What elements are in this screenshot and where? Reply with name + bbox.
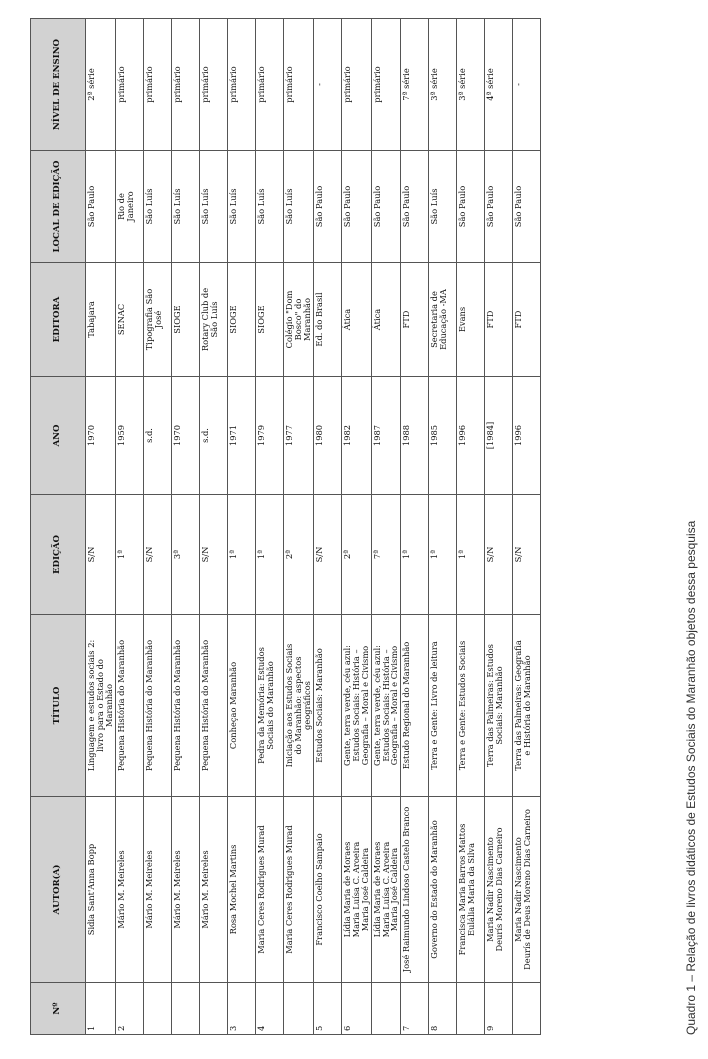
table-row	[199, 19, 227, 1035]
level-cell: primário	[143, 19, 171, 151]
header-cell: TÍTULO	[31, 615, 86, 797]
publisher-cell-line: José	[152, 310, 163, 329]
level-cell: primário	[283, 19, 313, 151]
author-cell	[341, 797, 371, 983]
number-cell	[457, 983, 485, 1035]
place-cell-line: São Luís	[171, 188, 182, 225]
table-caption: Quadro 1 – Relação de livros didáticos de Estudos Sociais do Maranhão objetos dessa pesquisa	[684, 520, 698, 1035]
place-cell	[313, 151, 341, 263]
publisher-cell	[115, 263, 143, 377]
place-cell	[255, 151, 283, 263]
title-cell	[457, 615, 485, 797]
year-cell: s.d.	[199, 377, 227, 495]
publisher-cell	[371, 263, 401, 377]
title-cell-line: Geografia – Moral e Civismo	[389, 645, 400, 766]
table-row	[401, 19, 429, 1035]
author-cell-line: Sidia Sant'Anna Bopp	[86, 843, 96, 936]
place-cell	[485, 151, 513, 263]
title-cell	[199, 615, 227, 797]
table-row	[86, 19, 116, 1035]
table-row	[171, 19, 199, 1035]
place-cell-line: Janeiro	[124, 191, 135, 222]
publisher-cell-line: Tabajara	[86, 301, 96, 338]
edition-cell: S/N	[513, 495, 541, 615]
place-cell	[371, 151, 401, 263]
author-cell-line: Mário M. Meireles	[115, 850, 126, 929]
number-cell	[171, 983, 199, 1035]
year-cell: 1980	[313, 377, 341, 495]
number-cell: 5	[313, 983, 341, 1035]
number-cell: 9	[485, 983, 513, 1035]
author-cell	[513, 797, 541, 983]
place-cell	[171, 151, 199, 263]
edition-cell: S/N	[143, 495, 171, 615]
table-row	[283, 19, 313, 1035]
level-cell: 7ª série	[401, 19, 429, 151]
title-cell-line: Terra das Palmeiras: Geografia	[513, 640, 524, 771]
header-cell: NÍVEL DE ENSINO	[31, 19, 86, 151]
edition-cell: 1ª	[401, 495, 429, 615]
author-cell-line: Francisca Maria Barros Mattos	[457, 823, 468, 956]
author-cell	[401, 797, 429, 983]
title-cell-line: Iniciação aos Estudos Sociais	[283, 643, 294, 768]
number-cell	[199, 983, 227, 1035]
place-cell-line: São Luís	[227, 188, 238, 225]
title-cell	[371, 615, 401, 797]
author-cell-line: Lídia Maria de Moraes	[371, 841, 382, 938]
title-cell-line: Sociais: Maranhão	[494, 666, 505, 745]
publisher-cell-line: SIOGE	[255, 305, 266, 334]
publisher-cell-line: FTD	[485, 310, 496, 329]
title-cell	[171, 615, 199, 797]
year-cell: 1996	[457, 377, 485, 495]
place-cell-line: São Paulo	[401, 185, 412, 228]
publisher-cell	[513, 263, 541, 377]
level-cell: primário	[341, 19, 371, 151]
title-cell	[143, 615, 171, 797]
title-cell-line: Geografia – Moral e Civismo	[359, 645, 370, 766]
number-cell: 4	[255, 983, 283, 1035]
year-cell: 1959	[115, 377, 143, 495]
title-cell-line: Estudos Sociais: História –	[350, 649, 361, 762]
level-cell: -	[513, 19, 541, 151]
author-cell	[143, 797, 171, 983]
author-cell	[283, 797, 313, 983]
title-cell-line: Gente, terra verde, céu azul:	[341, 645, 352, 766]
place-cell-line: Rio de	[115, 193, 126, 220]
author-cell	[485, 797, 513, 983]
title-cell	[485, 615, 513, 797]
publisher-cell	[199, 263, 227, 377]
author-cell-line: Maria Ceres Rodrigues Murad	[283, 825, 294, 954]
title-cell-line: livro para o Estado do	[94, 659, 105, 752]
title-cell	[313, 615, 341, 797]
edition-cell: 2ª	[341, 495, 371, 615]
place-cell-line: São Luís	[283, 188, 294, 225]
author-cell-line: Deurís de Deus Moreno Dias Carneiro	[522, 809, 533, 970]
publisher-cell	[143, 263, 171, 377]
place-cell	[401, 151, 429, 263]
author-cell	[227, 797, 255, 983]
title-cell-line: Estudo Regional do Maranhão	[401, 641, 412, 770]
title-cell-line: Sociais do Maranhão	[264, 661, 275, 750]
publisher-cell-line: FTD	[513, 310, 524, 329]
year-cell: 1970	[86, 377, 116, 495]
publisher-cell	[255, 263, 283, 377]
number-cell: 7	[401, 983, 429, 1035]
publisher-cell-line: Evans	[457, 306, 468, 333]
header-row	[31, 19, 86, 1035]
publisher-cell-line: Secretaria de	[429, 291, 440, 348]
publisher-cell-line: SIOGE	[227, 305, 238, 334]
place-cell-line: São Paulo	[313, 185, 324, 228]
title-cell	[341, 615, 371, 797]
year-cell: 1982	[341, 377, 371, 495]
place-cell-line: São Paulo	[457, 185, 468, 228]
table-row	[485, 19, 513, 1035]
table-row	[227, 19, 255, 1035]
author-cell	[429, 797, 457, 983]
level-cell: 4ª série	[485, 19, 513, 151]
place-cell	[429, 151, 457, 263]
title-cell	[227, 615, 255, 797]
author-cell-line: Rosa Mochel Martins	[227, 844, 238, 935]
author-cell-line: Mário M. Meireles	[143, 850, 154, 929]
edition-cell: 1ª	[457, 495, 485, 615]
place-cell-line: São Paulo	[86, 185, 96, 228]
header-cell: EDITORA	[31, 263, 86, 377]
year-cell: 1971	[227, 377, 255, 495]
place-cell-line: São Paulo	[341, 185, 352, 228]
number-cell	[143, 983, 171, 1035]
place-cell	[513, 151, 541, 263]
table-row	[371, 19, 401, 1035]
level-cell: primário	[255, 19, 283, 151]
number-cell	[513, 983, 541, 1035]
number-cell	[283, 983, 313, 1035]
title-cell-line: Maranhão	[103, 684, 114, 727]
title-cell-line: Terra das Palmeiras: Estudos	[485, 644, 496, 767]
edition-cell: 1ª	[429, 495, 457, 615]
number-cell: 2	[115, 983, 143, 1035]
author-cell	[171, 797, 199, 983]
number-cell: 3	[227, 983, 255, 1035]
year-cell: 1987	[371, 377, 401, 495]
level-cell: primário	[371, 19, 401, 151]
level-cell: -	[313, 19, 341, 151]
year-cell: 1996	[513, 377, 541, 495]
title-cell-line: Conheçao Maranhão	[227, 661, 238, 750]
number-cell	[371, 983, 401, 1035]
title-cell	[283, 615, 313, 797]
publisher-cell-line: Ática	[371, 308, 382, 331]
level-cell: 3ª série	[429, 19, 457, 151]
number-cell: 6	[341, 983, 371, 1035]
header-cell: ANO	[31, 377, 86, 495]
table-row	[341, 19, 371, 1035]
title-cell	[429, 615, 457, 797]
title-cell	[401, 615, 429, 797]
place-cell	[115, 151, 143, 263]
level-cell: 2ª série	[86, 19, 116, 151]
title-cell-line: Terra e Gente: Livro de leitura	[429, 641, 440, 770]
place-cell-line: São Luís	[143, 188, 154, 225]
publisher-cell-line: Bosco" do	[292, 298, 303, 341]
title-cell	[115, 615, 143, 797]
author-cell-line: Governo do Estado do Maranhão	[429, 820, 440, 959]
publisher-cell-line: Ed. do Brasil	[313, 292, 324, 347]
author-cell-line: Maria Nadir Nascimento	[485, 837, 496, 942]
place-cell-line: São Luís	[429, 188, 440, 225]
title-cell-line: e História do Maranhão	[522, 655, 533, 756]
title-cell	[255, 615, 283, 797]
author-cell-line: Francisco Coelho Sampaio	[313, 833, 324, 946]
year-cell: 1988	[401, 377, 429, 495]
table-row	[115, 19, 143, 1035]
author-cell-line: Eulália Maria da Silva	[466, 842, 477, 937]
publisher-cell-line: Maranhão	[301, 298, 312, 341]
place-cell-line: São Paulo	[513, 185, 524, 228]
table-row	[313, 19, 341, 1035]
publisher-cell	[401, 263, 429, 377]
edition-cell: 1ª	[115, 495, 143, 615]
title-cell	[86, 615, 116, 797]
edition-cell: 1ª	[255, 495, 283, 615]
title-cell-line: Pedra da Memória: Estudos	[255, 647, 266, 764]
edition-cell: S/N	[485, 495, 513, 615]
title-cell-line: do Maranhão: aspectos	[292, 656, 303, 755]
author-cell-line: Mário M. Meireles	[171, 850, 182, 929]
place-cell	[227, 151, 255, 263]
year-cell: 1985	[429, 377, 457, 495]
title-cell-line: geográficos	[301, 681, 312, 730]
table-row	[255, 19, 283, 1035]
title-cell-line: Pequena História do Maranhão	[115, 639, 126, 772]
table-row	[143, 19, 171, 1035]
author-cell	[313, 797, 341, 983]
author-cell-line: Maria José Caldeira	[389, 847, 400, 932]
table-row	[429, 19, 457, 1035]
place-cell-line: São Paulo	[371, 185, 382, 228]
place-cell	[143, 151, 171, 263]
edition-cell: S/N	[86, 495, 116, 615]
publisher-cell-line: São Luís	[208, 301, 219, 338]
table-row	[513, 19, 541, 1035]
author-cell-line: Mário M. Meireles	[199, 850, 210, 929]
place-cell	[457, 151, 485, 263]
publisher-cell	[283, 263, 313, 377]
year-cell: [1984]	[485, 377, 513, 495]
publisher-cell	[341, 263, 371, 377]
publisher-cell-line: Tipografia São	[143, 288, 154, 351]
author-cell	[255, 797, 283, 983]
publisher-cell-line: Ática	[341, 308, 352, 331]
publisher-cell-line: SENAC	[115, 303, 126, 336]
number-cell: 8	[429, 983, 457, 1035]
edition-cell: 7ª	[371, 495, 401, 615]
publisher-cell-line: Rotary Club de	[199, 287, 210, 352]
header-cell: EDIÇÃO	[31, 495, 86, 615]
year-cell: 1970	[171, 377, 199, 495]
title-cell-line: Estudos Sociais: História –	[380, 649, 391, 762]
title-cell	[513, 615, 541, 797]
publisher-cell-line: Colégio "Dom	[283, 290, 294, 349]
table-body	[86, 19, 541, 1035]
title-cell-line: Estudos Sociais: Maranhão	[313, 648, 324, 763]
author-cell-line: Maria Luísa C. Aroeira	[380, 841, 391, 938]
publisher-cell-line: FTD	[401, 310, 412, 329]
level-cell: 3ª série	[457, 19, 485, 151]
place-cell-line: São Paulo	[485, 185, 496, 228]
title-cell-line: Pequena História do Maranhão	[171, 639, 182, 772]
place-cell	[199, 151, 227, 263]
year-cell: 1979	[255, 377, 283, 495]
level-cell: primário	[115, 19, 143, 151]
table-row	[457, 19, 485, 1035]
author-cell-line: José Raimundo Lindoso Castelo Branco	[401, 806, 412, 973]
level-cell: primário	[227, 19, 255, 151]
author-cell	[457, 797, 485, 983]
author-cell	[371, 797, 401, 983]
publisher-cell	[227, 263, 255, 377]
edition-cell: 1ª	[227, 495, 255, 615]
title-cell-line: Linguagem e estudos sociais 2:	[86, 639, 96, 772]
year-cell: 1977	[283, 377, 313, 495]
author-cell-line: Maria Ceres Rodrigues Murad	[255, 825, 266, 954]
publisher-cell	[171, 263, 199, 377]
title-cell-line: Gente, terra verde, céu azul:	[371, 645, 382, 766]
level-cell: primário	[171, 19, 199, 151]
header-cell: AUTOR(A)	[31, 797, 86, 983]
edition-cell: S/N	[199, 495, 227, 615]
author-cell	[86, 797, 116, 983]
edition-cell: S/N	[313, 495, 341, 615]
publisher-cell-line: Educação -MA	[438, 289, 449, 350]
place-cell-line: São Luís	[255, 188, 266, 225]
title-cell-line: Pequena História do Maranhão	[199, 639, 210, 772]
book-table	[30, 18, 541, 1035]
year-cell: s.d.	[143, 377, 171, 495]
title-cell-line: Terra e Gente: Estudos Sociais	[457, 640, 468, 771]
header-cell: LOCAL DE EDIÇÃO	[31, 151, 86, 263]
place-cell	[341, 151, 371, 263]
publisher-cell	[485, 263, 513, 377]
edition-cell: 3ª	[171, 495, 199, 615]
publisher-cell	[86, 263, 116, 377]
level-cell: primário	[199, 19, 227, 151]
place-cell	[283, 151, 313, 263]
edition-cell: 2ª	[283, 495, 313, 615]
place-cell-line: São Luís	[199, 188, 210, 225]
author-cell-line: Maria Luísa C. Aroeira	[350, 841, 361, 938]
publisher-cell-line: SIOGE	[171, 305, 182, 334]
author-cell	[199, 797, 227, 983]
number-cell: 1	[86, 983, 116, 1035]
header-cell: Nº	[31, 983, 86, 1035]
publisher-cell	[429, 263, 457, 377]
publisher-cell	[457, 263, 485, 377]
author-cell-line: Deurís Moreno Dias Carneiro	[494, 827, 505, 952]
publisher-cell	[313, 263, 341, 377]
author-cell-line: Maria Nadir Nascimento	[513, 837, 524, 942]
author-cell-line: Lídia Maria de Moraes	[341, 841, 352, 938]
place-cell	[86, 151, 116, 263]
title-cell-line: Pequena História do Maranhão	[143, 639, 154, 772]
author-cell	[115, 797, 143, 983]
author-cell-line: Maria José Caldeira	[359, 847, 370, 932]
